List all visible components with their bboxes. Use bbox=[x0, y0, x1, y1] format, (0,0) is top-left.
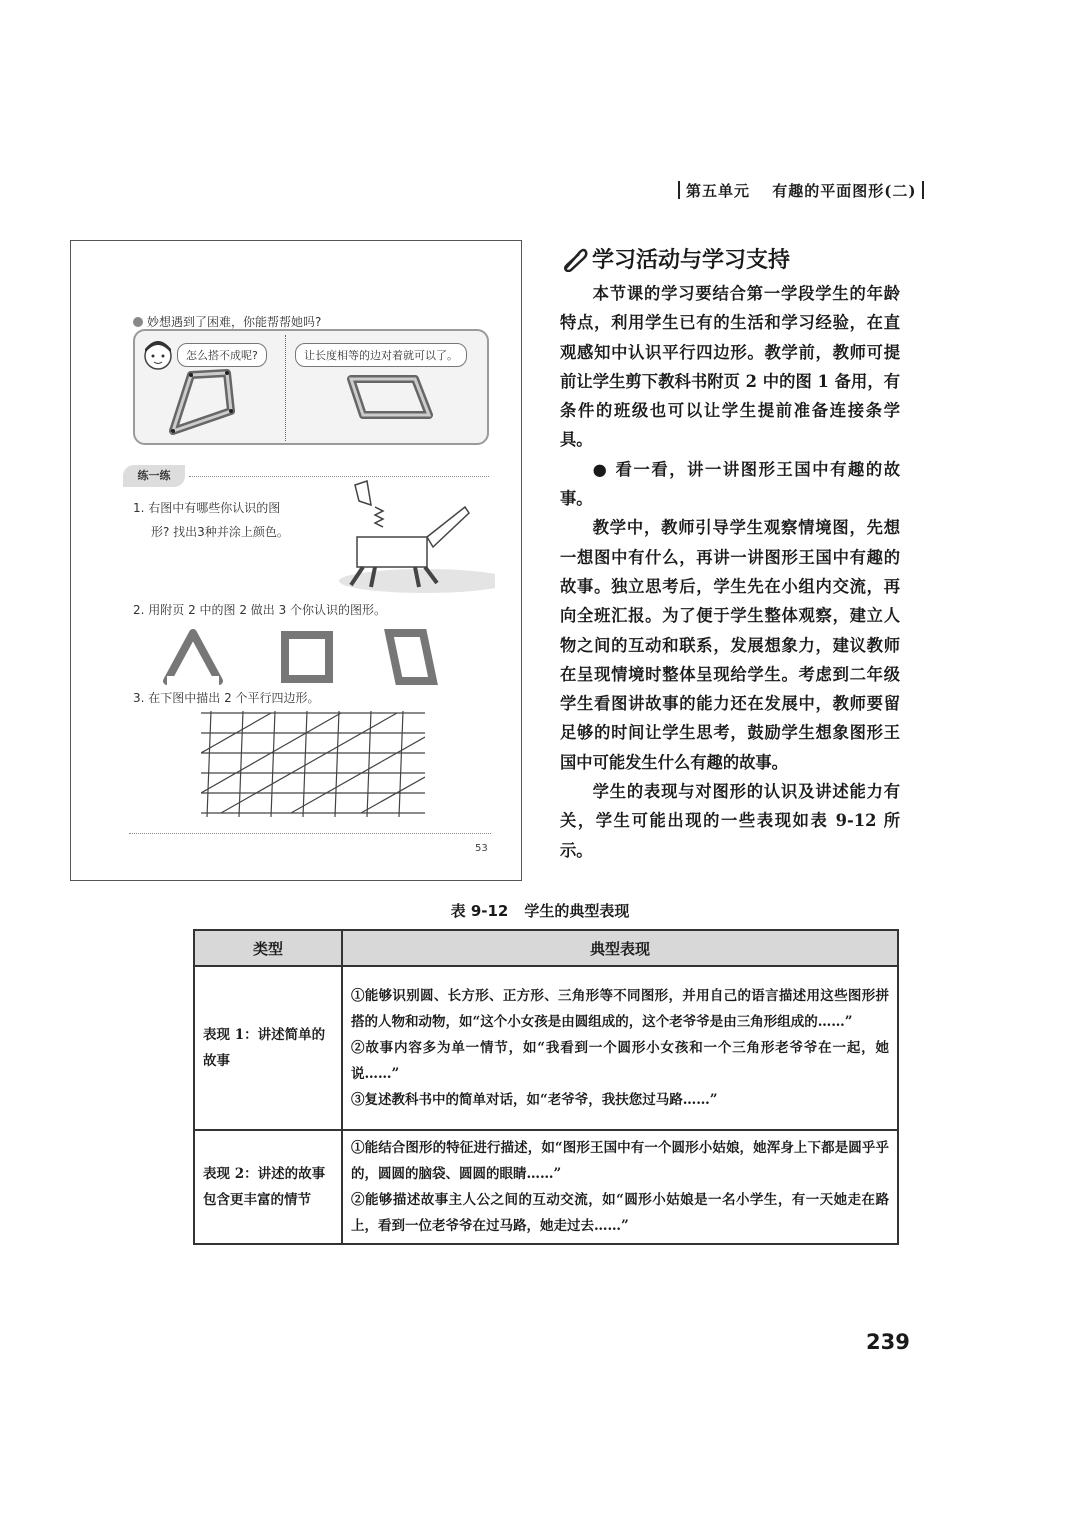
performance-item: ①能结合图形的特征进行描述，如“图形王国中有一个圆形小姑娘，她浑身上下都是圆乎乎的，圆圆的脑袋、圆圆的眼睛……” bbox=[351, 1140, 889, 1182]
parallelogram-grid bbox=[201, 711, 425, 817]
paragraph: 本节课的学习要结合第一学段学生的年龄特点，利用学生已有的生活和学习经验，在直观感知中认识平行四边形。教学前，教师可提前让学生剪下教科书附页 2 中的图 1 备用，有条件的班级也可以让学生提前准备连接条学具。 bbox=[560, 284, 900, 450]
section-heading bbox=[560, 243, 860, 277]
exercise-2: 2. 用附页 2 中的图 2 做出 3 个你认识的图形。 bbox=[133, 603, 387, 617]
column-header-type: 类型 bbox=[194, 930, 342, 966]
row-type: 表现 1：讲述简单的故事 bbox=[194, 966, 342, 1130]
practice-tag: 练一练 bbox=[123, 465, 185, 487]
performance-item: ②能够描述故事主人公之间的互动交流，如“圆形小姑娘是一名小学生，有一天她走在路上，看到一位老爷爷在过马路，她走过去……” bbox=[351, 1192, 889, 1234]
inner-prompt bbox=[133, 313, 321, 330]
table-row bbox=[194, 1130, 898, 1244]
irregular-quad-icon bbox=[165, 369, 245, 439]
performance-table bbox=[193, 929, 899, 1245]
table-row bbox=[194, 966, 898, 1130]
stick-shapes-icon bbox=[161, 629, 461, 689]
divider bbox=[285, 335, 287, 441]
paragraph: 教学中，教师引导学生观察情境图，先想一想图中有什么，再讲一讲图形王国中有趣的故事。独立思考后，学生先在小组内交流，再向全班汇报。为了便于学生整体观察，建立人物之间的互动和联系，发展想象力，建议教师在呈现情境时整体呈现给学生。考虑到二年级学生看图讲故事的能力还在发展中，教师要留足够的时间让学生思考，鼓励学生想象图形王国中可能发生什么有趣的故事。 bbox=[560, 518, 900, 772]
row-performance bbox=[342, 966, 898, 1130]
header-title: 有趣的平面图形(二) bbox=[772, 182, 917, 200]
textbook-page-image bbox=[70, 240, 522, 881]
bubble-right: 让长度相等的边对着就可以了。 bbox=[295, 343, 467, 367]
page-number: 239 bbox=[866, 1330, 910, 1354]
row-type: 表现 2：讲述的故事包含更丰富的情节 bbox=[194, 1130, 342, 1244]
header-divider bbox=[922, 181, 924, 199]
column-header-performance: 典型表现 bbox=[342, 930, 898, 966]
table-caption-title: 学生的典型表现 bbox=[524, 902, 630, 920]
header-unit: 第五单元 bbox=[686, 182, 751, 200]
table-header-row bbox=[194, 930, 898, 966]
inner-prompt-text: 妙想遇到了困难，你能帮帮她吗? bbox=[147, 315, 322, 329]
body-text bbox=[560, 279, 900, 865]
row-performance bbox=[342, 1130, 898, 1244]
section-heading-text: 学习活动与学习支持 bbox=[592, 248, 791, 273]
exercise-1-line2: 形? 找出3种并涂上颜色。 bbox=[151, 525, 289, 539]
performance-item: ②故事内容多为单一情节，如“我看到一个圆形小女孩和一个三角形老爷爷在一起，她说……” bbox=[351, 1040, 889, 1082]
bubble-left: 怎么搭不成呢? bbox=[177, 343, 267, 367]
dotted-rule bbox=[129, 833, 491, 834]
running-header bbox=[672, 180, 942, 204]
dialogue-box bbox=[133, 329, 489, 445]
table-caption-number: 表 9-12 bbox=[450, 902, 509, 920]
inner-page-number: 53 bbox=[475, 843, 488, 854]
exercise-1-line1: 1. 右图中有哪些你认识的图 bbox=[133, 501, 281, 515]
bullet-icon bbox=[133, 317, 143, 327]
table-caption bbox=[300, 900, 780, 921]
parallelogram-icon bbox=[343, 371, 439, 425]
performance-item: ③复述教科书中的简单对话，如“老爷爷，我扶您过马路……” bbox=[351, 1092, 718, 1108]
girl-avatar-icon bbox=[141, 337, 175, 371]
activity-title: ● 看一看，讲一讲图形王国中有趣的故事。 bbox=[560, 459, 900, 509]
paperclip-icon bbox=[560, 246, 588, 272]
exercise-3: 3. 在下图中描出 2 个平行四边形。 bbox=[133, 691, 320, 705]
performance-item: ①能够识别圆、长方形、正方形、三角形等不同图形，并用自己的语言描述用这些图形拼搭的人物和动物，如“这个小女孩是由圆组成的，这个老爷爷是由三角形组成的……” bbox=[351, 988, 889, 1030]
header-divider bbox=[678, 181, 680, 199]
paragraph: 学生的表现与对图形的认识及讲述能力有关，学生可能出现的一些表现如表 9-12 所示。 bbox=[560, 782, 900, 860]
shape-horse-icon bbox=[315, 477, 495, 597]
